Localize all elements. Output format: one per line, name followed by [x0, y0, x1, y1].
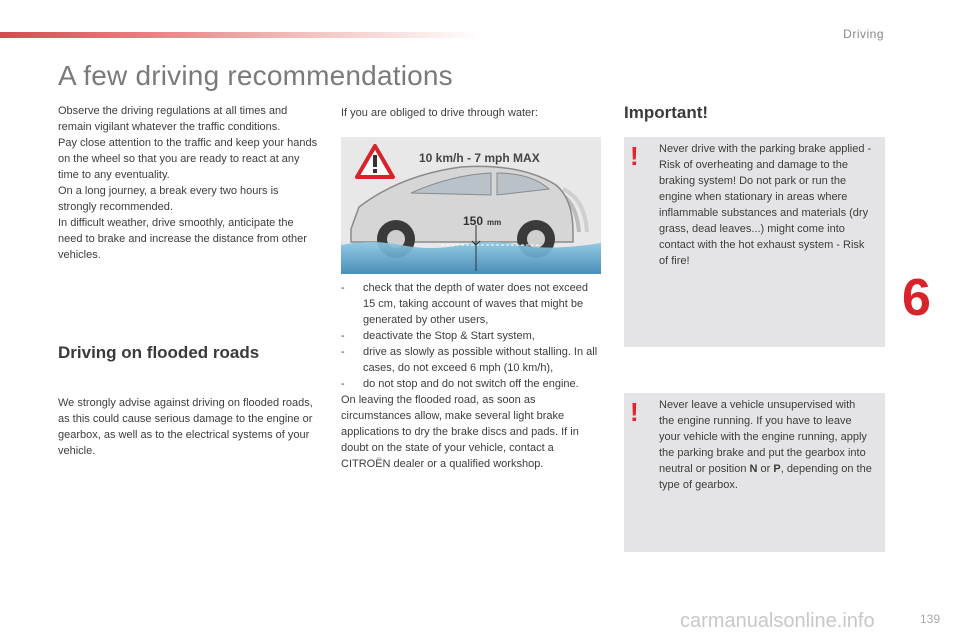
list-item: - deactivate the Stop & Start system, — [341, 330, 535, 342]
depth-value: 150 — [463, 214, 484, 228]
flooded-roads-heading: Driving on flooded roads — [58, 343, 260, 362]
after-flood-text: On leaving the flooded road, as soon as circumstances allow, make several light brake applications to dry the brake discs and pads. If in doubt on the state of your vehicle, contact a CITROËN dealer or a qualified workshop. — [341, 394, 579, 470]
water-lead: If you are obliged to drive through water: — [341, 107, 538, 119]
gear-n: N — [749, 463, 758, 475]
speed-limit-label: 10 km/h - 7 mph MAX — [419, 151, 540, 165]
flooded-road-illustration — [341, 137, 601, 274]
bullet-marker: - — [341, 378, 345, 390]
chapter-number: 6 — [902, 269, 931, 327]
watermark: carmanualsonline.info — [680, 610, 875, 632]
water-instructions — [341, 280, 601, 472]
important-heading: Important! — [624, 103, 709, 122]
warning-text: Never drive with the parking brake applied - Risk of overheating and damage to the braking system! Do not park or run the engine when stationary in areas where inflammable substances and materials (dry grass, dead leaves...) might come into contact with the hot exhaust system - Risk of fire! — [659, 143, 872, 267]
bullet-marker: - — [341, 330, 345, 342]
list-item: - check that the depth of water does not exceed 15 cm, taking account of waves that might be generated by other users, — [341, 282, 589, 326]
gear-p: P — [773, 463, 781, 475]
intro-text — [58, 103, 320, 263]
depth-unit: mm — [487, 218, 502, 227]
flooded-roads-text: We strongly advise against driving on flooded roads, as this could cause serious damage to the engine or gearbox, as well as to the electrical systems of your vehicle. — [58, 397, 313, 457]
water-bullet-list — [341, 280, 601, 392]
intro-paragraph: On a long journey, a break every two hours is strongly recommended. — [58, 185, 279, 213]
header-accent-bar — [0, 32, 480, 38]
warning-triangle-icon — [357, 146, 393, 177]
parking-brake-warning — [624, 137, 885, 347]
bullet-marker: - — [341, 346, 345, 358]
bullet-marker: - — [341, 282, 345, 294]
intro-paragraph: Observe the driving regulations at all times and remain vigilant whatever the traffic conditions. — [58, 105, 288, 133]
unsupervised-vehicle-warning — [624, 393, 885, 552]
list-item: - do not stop and do not switch off the engine. — [341, 378, 579, 390]
intro-paragraph: In difficult weather, drive smoothly, anticipate the need to brake and increase the distance from other vehicles. — [58, 217, 307, 261]
intro-paragraph: Pay close attention to the traffic and keep your hands on the wheel so that you are ready to react at any time to any eventuality. — [58, 137, 318, 181]
exclamation-icon: ! — [630, 141, 639, 171]
exclamation-icon: ! — [630, 397, 639, 427]
page-number: 139 — [919, 612, 940, 626]
car-in-water-illustration — [341, 137, 601, 274]
list-item: - drive as slowly as possible without stalling. In all cases, do not exceed 6 mph (10 km/h), — [341, 346, 598, 374]
section-label: Driving — [843, 27, 884, 41]
page-title: A few driving recommendations — [58, 60, 453, 91]
warning-text: Never leave a vehicle unsupervised with the engine running. If you have to leave your vehicle with the engine running, apply the parking brake and put the gearbox into neutral or position N or P, depending on the type of gearbox. — [659, 399, 872, 491]
